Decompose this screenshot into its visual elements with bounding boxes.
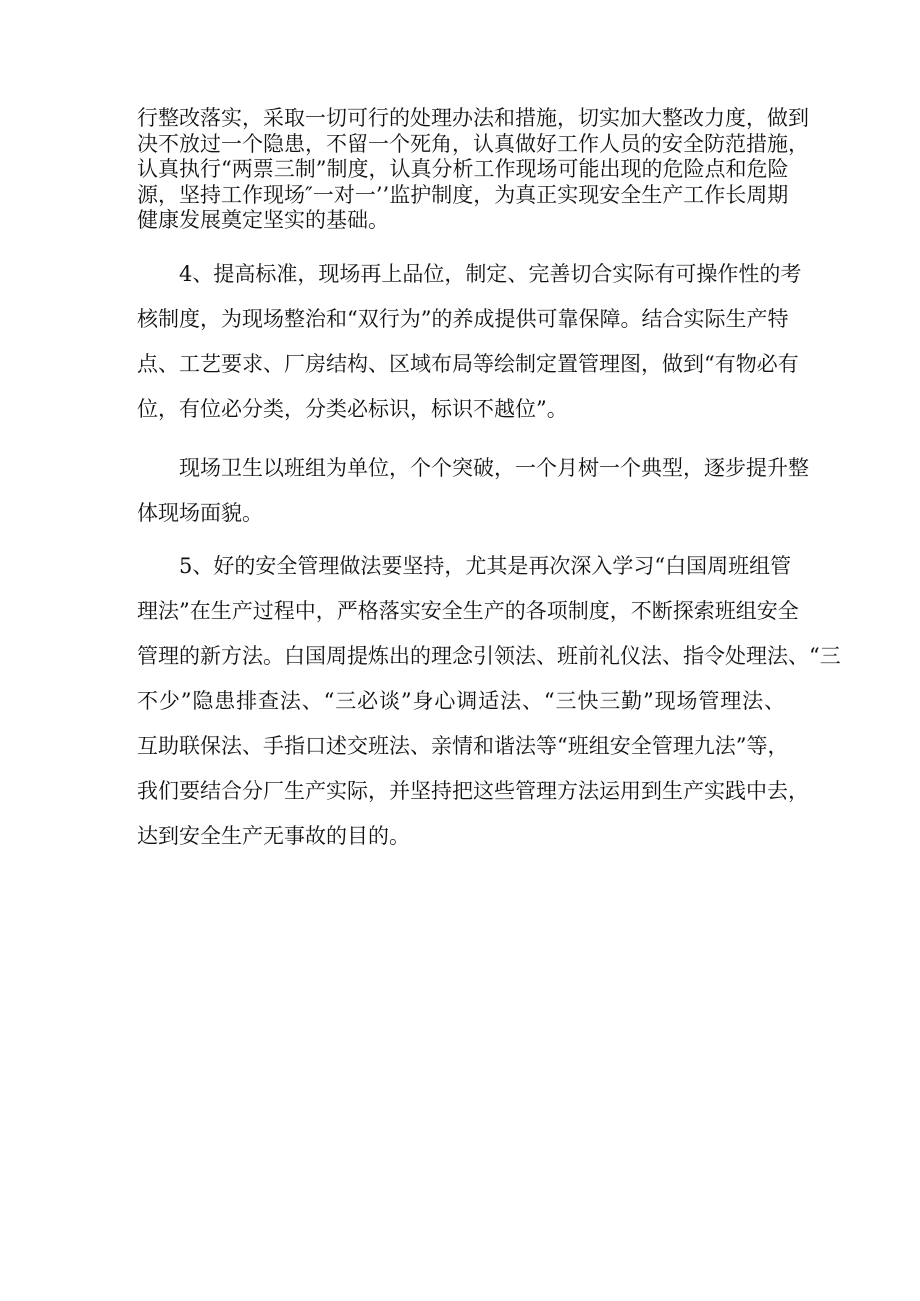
paragraph-hygiene [137,446,809,536]
text-line: 决不放过一个隐患，不留一个死角，认真做好工作人员的安全防范措施， [137,131,809,156]
text-line: 管理的新方法。白国周提炼出的理念引领法、班前礼仪法、指令处理法、“三 [137,644,841,668]
text-line: 健康发展奠定坚实的基础。 [137,208,389,233]
text-line: 4、提高标准，现场再上品位，制定、完善切合实际有可操作性的考 [179,262,802,286]
text-line: 体现场面貌。 [137,501,263,525]
text-line: 5、好的安全管理做法要坚持，尤其是再次深入学习“白国周班组管 [179,554,792,578]
text-line: 理法”在生产过程中，严格落实安全生产的各项制度，不断探索班组安全 [137,599,799,623]
text-line: 点、工艺要求、厂房结构、区域布局等绘制定置管理图，做到“有物必有 [137,352,799,376]
text-line: 位，有位必分类，分类必标识，标识不越位”。 [137,397,568,421]
paragraph-item-4 [137,252,802,432]
paragraph-item-5 [137,544,841,859]
text-line: 认真执行“两票三制”制度，认真分析工作现场可能出现的危险点和危险 [137,157,789,182]
text-line: 现场卫生以班组为单位，个个突破，一个月树一个典型，逐步提升整 [179,456,809,480]
text-line: 源，坚持工作现场″一对一’’监护制度，为真正实现安全生产工作长周期 [137,182,789,207]
paragraph-continuation [137,106,809,234]
text-line: 不少”隐患排查法、“三必谈”身心调适法、“三快三勤”现场管理法、 [137,689,785,713]
text-line: 达到安全生产无事故的目的。 [137,824,410,848]
text-line: 行整改落实，采取一切可行的处理办法和措施，切实加大整改力度，做到 [137,106,809,130]
text-line: 互助联保法、手指口述交班法、亲情和谐法等“班组安全管理九法”等， [137,734,789,758]
text-line: 核制度，为现场整治和“双行为”的养成提供可靠保障。结合实际生产特 [137,307,789,331]
text-line: 我们要结合分厂生产实际，并坚持把这些管理方法运用到生产实践中去， [137,779,809,803]
